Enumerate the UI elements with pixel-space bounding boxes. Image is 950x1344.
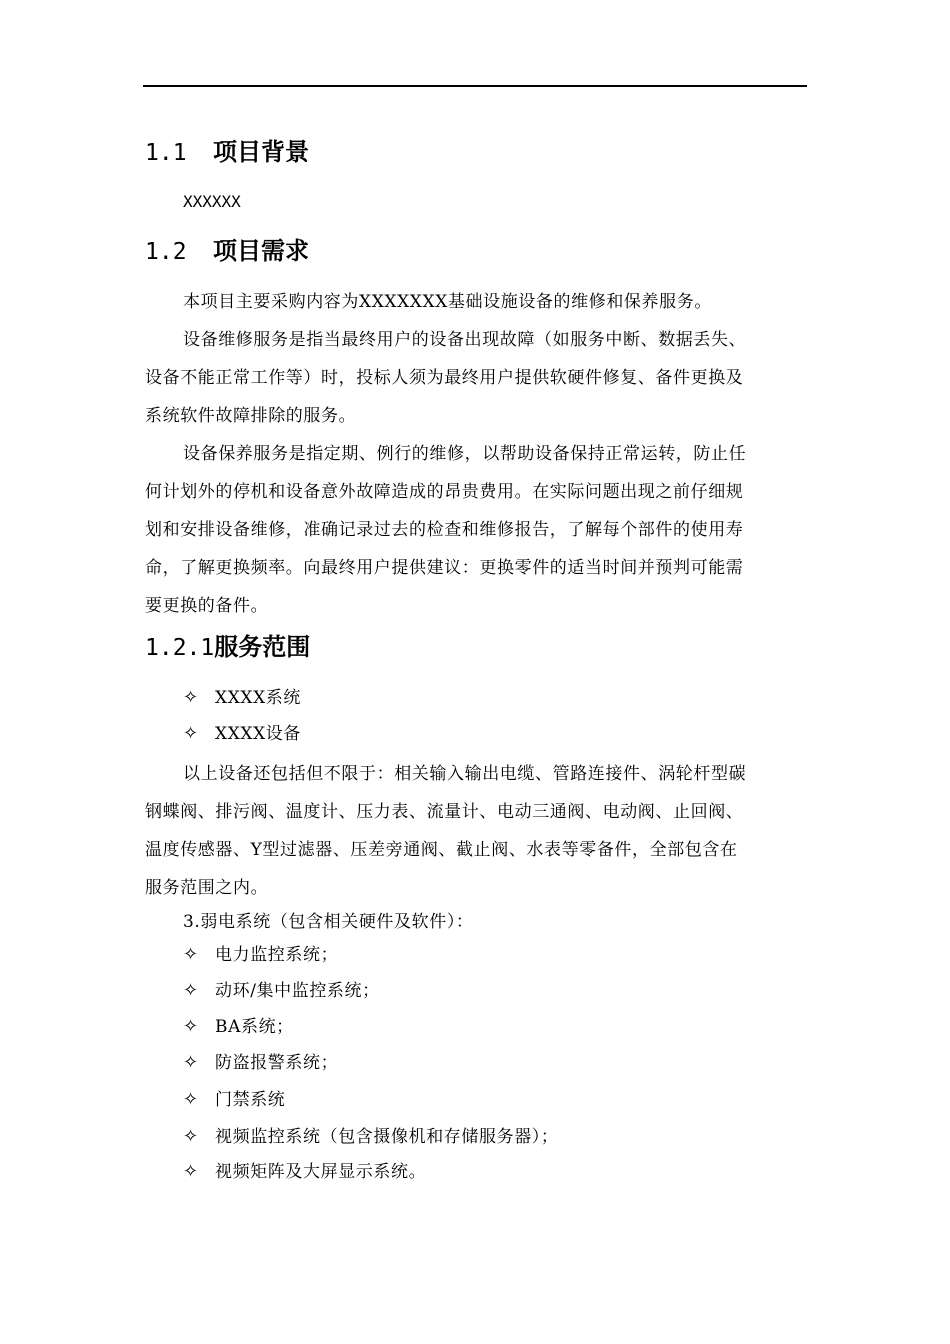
star-bullet-icon: ✧ [183, 1016, 199, 1037]
list-item [183, 683, 301, 713]
paragraph-included-parts [145, 755, 807, 907]
list-item [183, 1012, 294, 1042]
paragraph-repair-service [145, 321, 807, 435]
list-item-text: 门禁系统 [215, 1090, 286, 1110]
list-item [183, 719, 301, 749]
list-item [183, 1122, 559, 1152]
paragraph-line: 要更换的备件。 [145, 596, 269, 616]
paragraph-line: 钢蝶阀、排污阀、温度计、压力表、流量计、电动三通阀、电动阀、止回阀、 [145, 802, 744, 822]
paragraph-line: 温度传感器、Y型过滤器、压差旁通阀、截止阀、水表等零备件，全部包含在 [145, 840, 738, 860]
heading-1-2 [145, 236, 309, 267]
paragraph-line: 命，了解更换频率。向最终用户提供建议：更换零件的适当时间并预判可能需 [145, 558, 744, 578]
list-item-text: 视频矩阵及大屏显示系统。 [215, 1162, 427, 1182]
list-item-text: 视频监控系统（包含摄像机和存储服务器）； [215, 1127, 559, 1147]
star-bullet-icon: ✧ [183, 944, 199, 965]
heading-number: 1.1 [145, 140, 187, 166]
star-bullet-icon: ✧ [183, 1126, 199, 1147]
list-item [183, 1085, 285, 1115]
list-item-text: XXXX系统 [215, 688, 302, 708]
paragraph-line: 服务范围之内。 [145, 878, 269, 898]
star-bullet-icon: ✧ [183, 980, 199, 1001]
list-item [183, 940, 338, 970]
list-item-text: BA系统； [215, 1017, 294, 1037]
paragraph-maintenance-service [145, 435, 807, 625]
heading-title: 项目背景 [213, 138, 309, 166]
header-rule [143, 85, 807, 87]
heading-number: 1.2.1 [145, 635, 215, 661]
paragraph-line: 3.弱电系统（包含相关硬件及软件）： [183, 912, 474, 932]
list-item-text: 防盗报警系统； [215, 1053, 339, 1073]
paragraph-weak-current [145, 903, 807, 941]
section-1-1-body: XXXXXX [183, 192, 241, 211]
paragraph-line: 设备维修服务是指当最终用户的设备出现故障（如服务中断、数据丢失、 [183, 330, 747, 350]
paragraph-line: 系统软件故障排除的服务。 [145, 406, 357, 426]
paragraph-line: 设备保养服务是指定期、例行的维修，以帮助设备保持正常运转，防止任 [183, 444, 747, 464]
paragraph-line: 何计划外的停机和设备意外故障造成的昂贵费用。在实际问题出现之前仔细规 [145, 482, 744, 502]
star-bullet-icon: ✧ [183, 1089, 199, 1110]
list-item-text: 电力监控系统； [215, 945, 339, 965]
list-item [183, 976, 380, 1006]
star-bullet-icon: ✧ [183, 723, 199, 744]
heading-title: 服务范围 [214, 633, 311, 661]
star-bullet-icon: ✧ [183, 1052, 199, 1073]
heading-1-2-1 [145, 632, 310, 663]
list-item-text: XXXX设备 [215, 724, 302, 744]
star-bullet-icon: ✧ [183, 687, 199, 708]
star-bullet-icon: ✧ [183, 1161, 199, 1182]
paragraph-line: 本项目主要采购内容为XXXXXXX基础设施设备的维修和保养服务。 [183, 292, 712, 312]
paragraph-scope [145, 283, 807, 321]
list-item [183, 1157, 426, 1187]
paragraph-line: 设备不能正常工作等）时，投标人须为最终用户提供软硬件修复、备件更换及 [145, 368, 744, 388]
heading-number: 1.2 [145, 239, 187, 265]
list-item-text: 动环/集中监控系统； [215, 981, 380, 1001]
paragraph-line: 以上设备还包括但不限于：相关输入输出电缆、管路连接件、涡轮杆型碳 [183, 764, 747, 784]
list-item [183, 1048, 338, 1078]
heading-title: 项目需求 [213, 237, 309, 265]
paragraph-line: 划和安排设备维修，准确记录过去的检查和维修报告，了解每个部件的使用寿 [145, 520, 744, 540]
heading-1-1 [145, 137, 309, 168]
